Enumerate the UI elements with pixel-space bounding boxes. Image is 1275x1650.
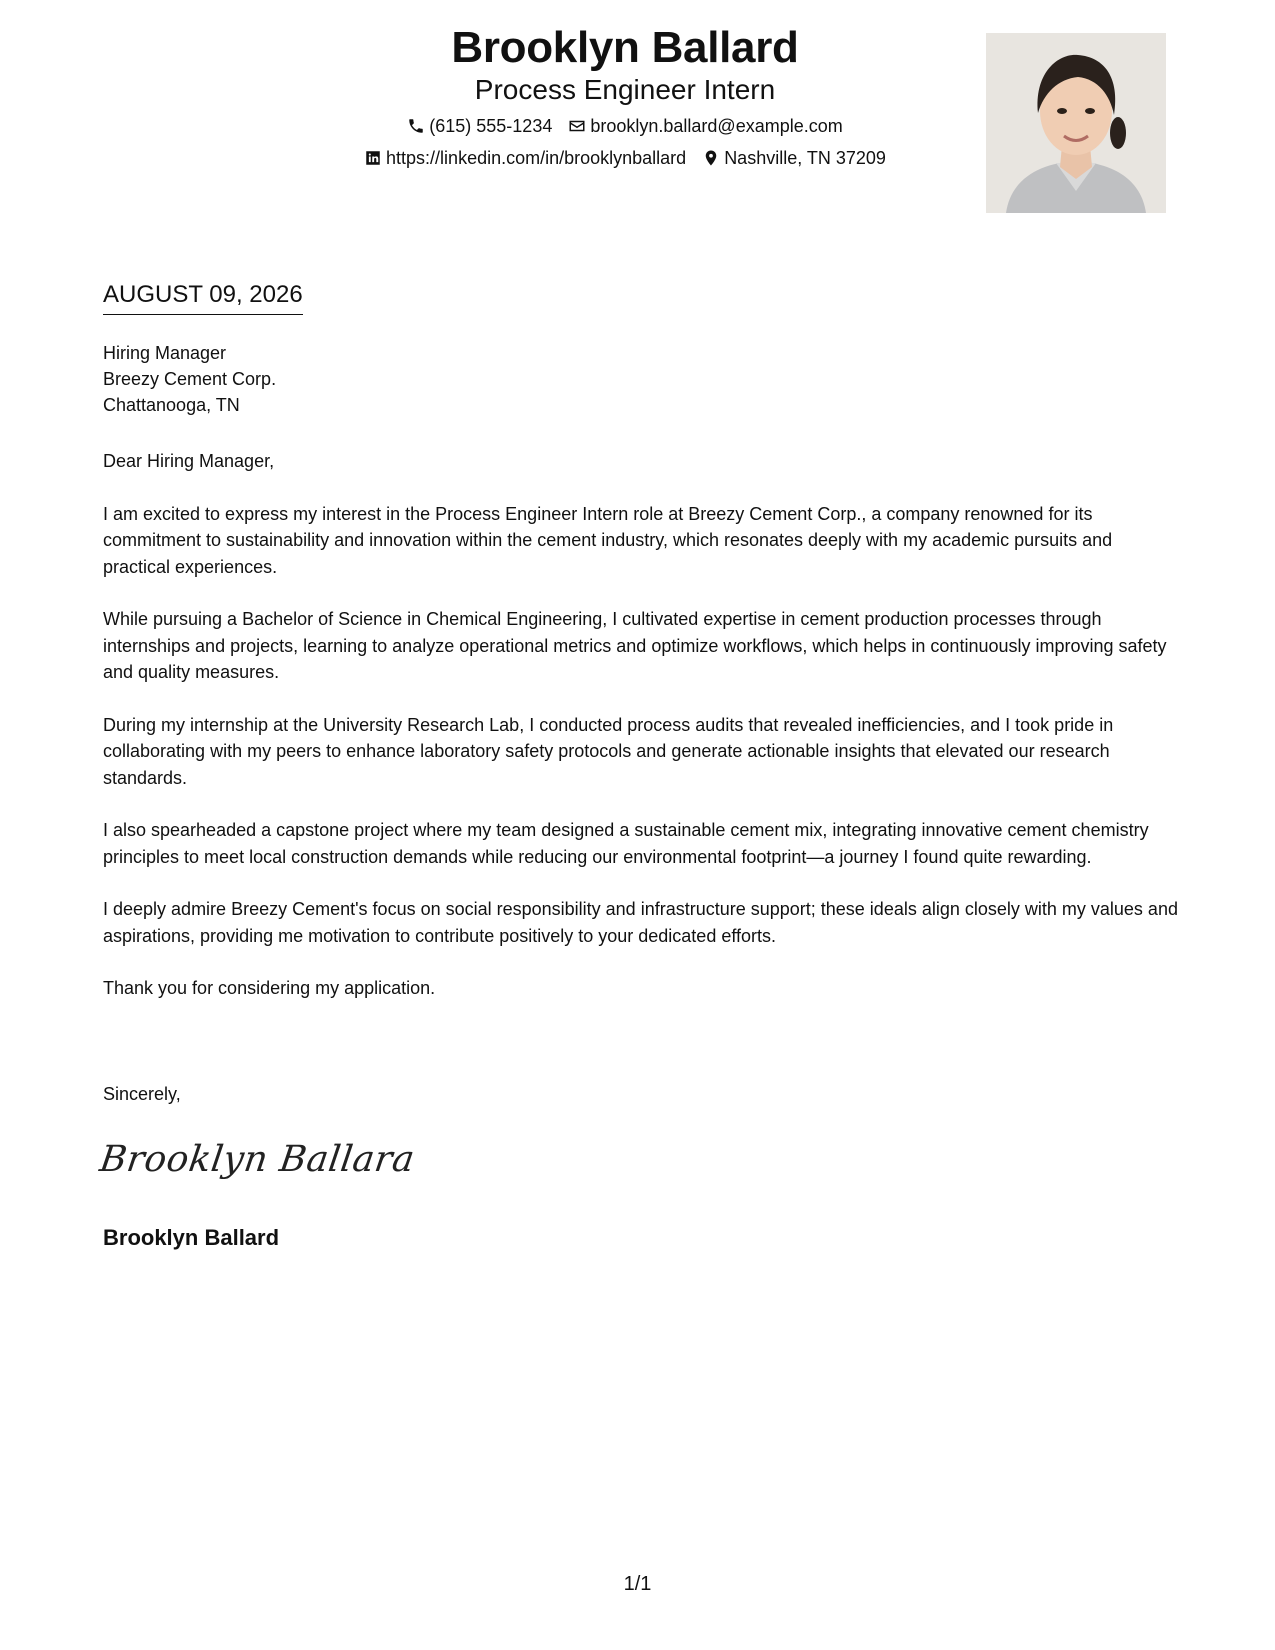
contact-location (702, 146, 886, 170)
map-pin-icon (702, 149, 720, 167)
contact-phone[interactable] (407, 114, 552, 138)
contact-row-primary (240, 114, 1010, 138)
body-paragraph: I deeply admire Breezy Cement's focus on social responsibility and infrastructure support; these ideals align closely with my values and aspirations, providing me motivation to contribute positively to your dedicated efforts. (103, 899, 1178, 946)
linkedin-icon (364, 149, 382, 167)
closing: Sincerely, (103, 1084, 181, 1104)
applicant-title: Process Engineer Intern (474, 74, 776, 105)
email-text: brooklyn.ballard@example.com (590, 116, 843, 136)
linkedin-text: https://linkedin.com/in/brooklynballard (386, 148, 687, 168)
applicant-name: Brooklyn Ballard (451, 23, 799, 72)
profile-photo (986, 33, 1166, 213)
recipient-block (103, 340, 276, 418)
location-text: Nashville, TN 37209 (724, 148, 886, 168)
recipient-line: Breezy Cement Corp. (103, 369, 277, 389)
phone-icon (407, 117, 425, 135)
contact-linkedin[interactable] (364, 146, 686, 170)
recipient-line: Hiring Manager (103, 343, 227, 363)
greeting: Dear Hiring Manager, (103, 451, 275, 471)
contact-email[interactable] (568, 114, 842, 138)
signed-name: Brooklyn Ballard (103, 1225, 280, 1250)
body-paragraph: I also spearheaded a capstone project where my team designed a sustainable cement mix, integrating innovative cement chemistry principles to meet local construction demands while reducing our environmental footprint—a journey I found quite rewarding. (103, 820, 1149, 867)
body-paragraph: While pursuing a Bachelor of Science in Chemical Engineering, I cultivated expertise in cement production processes through internships and projects, learning to analyze operational metrics and optimize workflows, which helps in continuously improving safety and quality measures. (103, 609, 1167, 682)
letter-header (240, 22, 1010, 170)
body-paragraph: I am excited to express my interest in the Process Engineer Intern role at Breezy Cement Corp., a company renowned for its commitment to sustainability and innovation within the cement industry, which resonates deeply with my academic pursuits and practical experiences. (103, 503, 1113, 577)
letter-date: AUGUST 09, 2026 (103, 280, 303, 315)
page-number: 1/1 (623, 1573, 652, 1595)
phone-text: (615) 555-1234 (429, 116, 553, 136)
envelope-icon (568, 117, 586, 135)
recipient-line: Chattanooga, TN (103, 395, 240, 415)
body-paragraph: During my internship at the University Research Lab, I conducted process audits that revealed inefficiencies, and I took pride in collaborating with my peers to enhance laboratory safety protocols and generate actionable insights that elevated our research standards. (103, 714, 1114, 788)
body-paragraph: Thank you for considering my application. (103, 978, 436, 998)
letter-body (103, 448, 1178, 1028)
contact-row-secondary (240, 146, 1010, 170)
portrait-image (986, 33, 1166, 213)
signature: Brooklyn Ballara (97, 1139, 418, 1180)
